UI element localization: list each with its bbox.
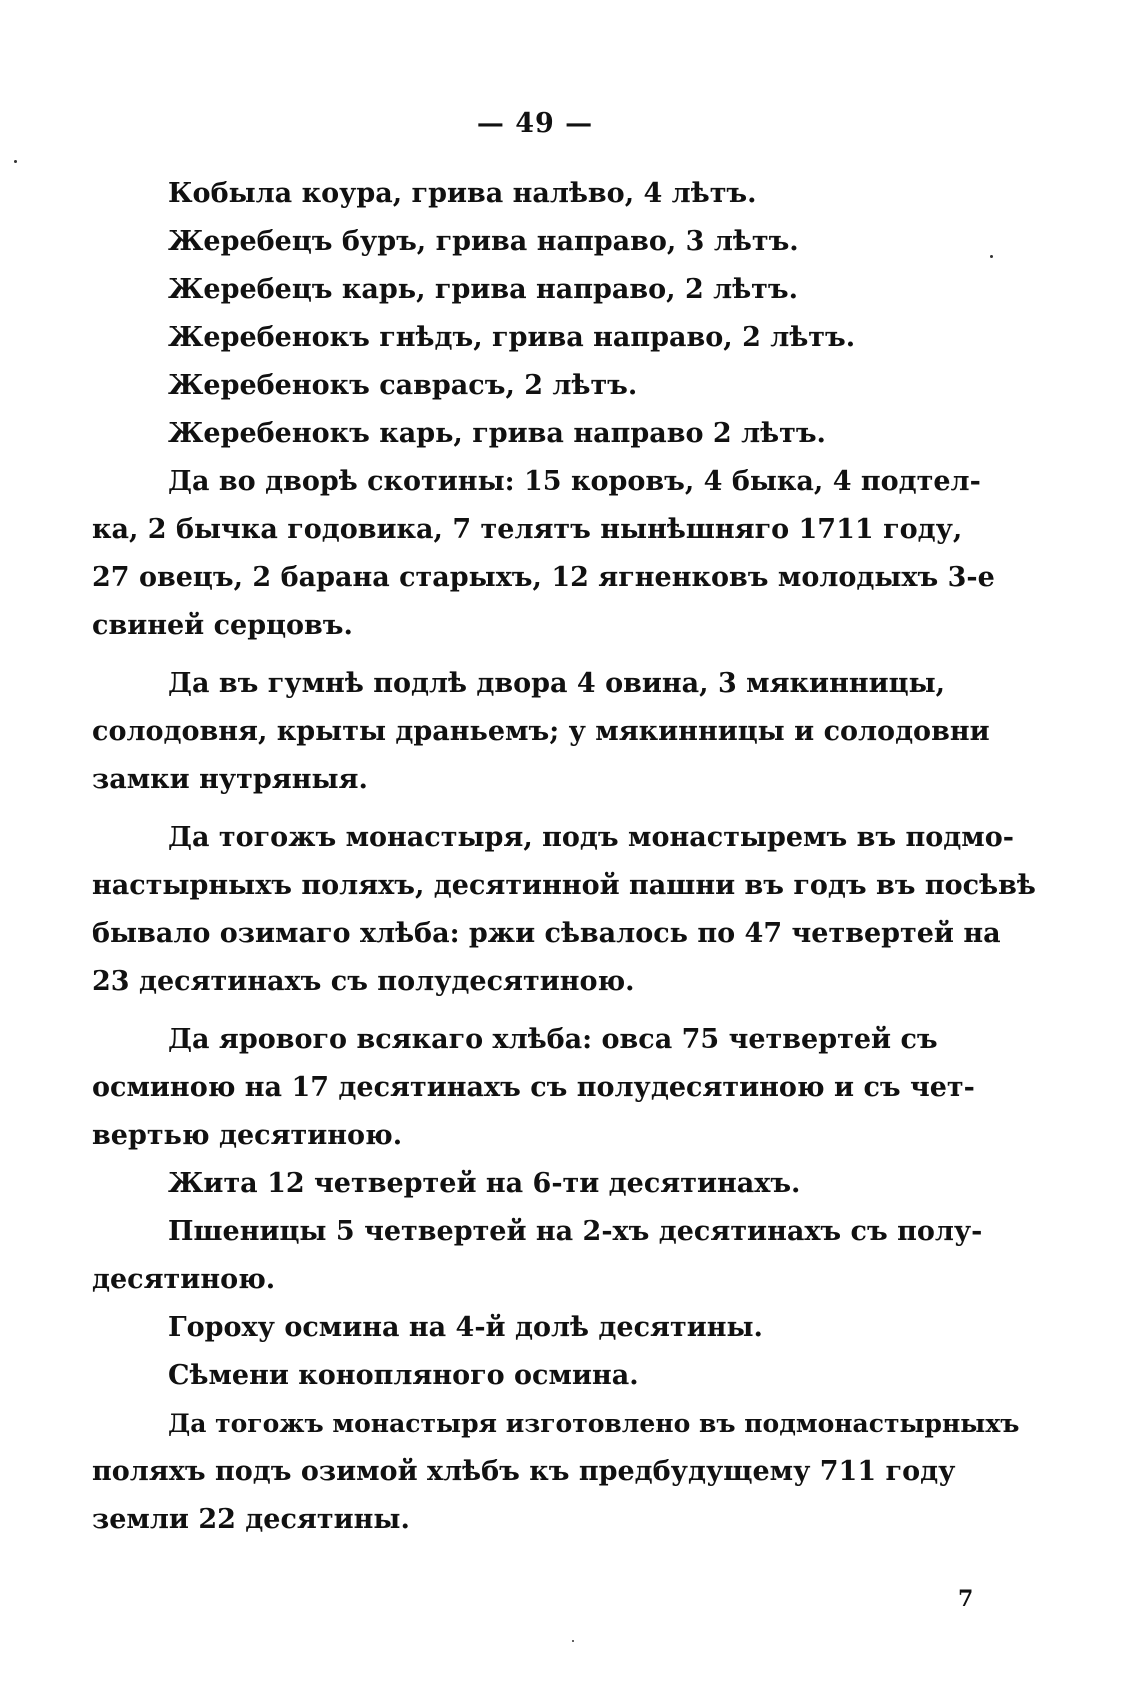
text-line: Гороху осмина на 4-й долѣ десятины. (168, 1312, 763, 1343)
text-line: Сѣмени конопляного осмина. (168, 1360, 639, 1391)
text-line: Жеребенокъ гнѣдъ, грива направо, 2 лѣтъ. (168, 322, 856, 353)
text-line: Да тогожъ монастыря изготовлено въ подмонастырныхъ (168, 1409, 1020, 1438)
text-line: 23 десятинахъ съ полудесятиною. (92, 966, 635, 997)
text-line: солодовня, крыты драньемъ; у мякинницы и солодовни (92, 716, 990, 747)
text-line: Жеребенокъ саврасъ, 2 лѣтъ. (168, 370, 638, 401)
text-line: Да въ гумнѣ подлѣ двора 4 овина, 3 мякинницы, (168, 668, 946, 699)
body-text (92, 170, 1036, 1544)
text-line: десятиною. (92, 1264, 276, 1295)
text-line: настырныхъ поляхъ, десятинной пашни въ годъ въ посѣвѣ (92, 870, 1036, 901)
text-line: свиней серцовъ. (92, 610, 353, 641)
text-line: Пшеницы 5 четвертей на 2-хъ десятинахъ съ полу- (168, 1216, 983, 1247)
scan-speck (14, 160, 17, 163)
text-line: бывало озимаго хлѣба: ржи сѣвалось по 47 четвертей на (92, 918, 1001, 949)
text-line: Да ярового всякаго хлѣба: овса 75 четвертей съ (168, 1024, 938, 1055)
scan-speck (572, 1640, 574, 1642)
text-line: 27 овецъ, 2 барана старыхъ, 12 ягненковъ молодыхъ 3-е (92, 562, 995, 593)
page-number: — 49 — (476, 108, 594, 139)
text-line: замки нутряныя. (92, 764, 368, 795)
text-line: Жеребецъ буръ, грива направо, 3 лѣтъ. (168, 226, 799, 257)
text-line: ка, 2 бычка годовика, 7 телятъ нынѣшняго 1711 году, (92, 514, 963, 545)
text-line: осминою на 17 десятинахъ съ полудесятиною и съ чет- (92, 1072, 975, 1103)
text-line: Да тогожъ монастыря, подъ монастыремъ въ подмо- (168, 822, 1014, 853)
text-line: земли 22 десятины. (92, 1504, 410, 1535)
scan-speck (990, 255, 993, 258)
text-line: поляхъ подъ озимой хлѣбъ къ предбудущему 711 году (92, 1456, 956, 1487)
text-line: Кобыла коура, грива налѣво, 4 лѣтъ. (168, 178, 757, 209)
text-line: Жита 12 четвертей на 6-ти десятинахъ. (168, 1168, 801, 1199)
signature-mark: 7 (958, 1586, 974, 1612)
text-line: вертью десятиною. (92, 1120, 403, 1151)
text-line: Жеребенокъ карь, грива направо 2 лѣтъ. (168, 418, 826, 449)
text-line: Жеребецъ карь, грива направо, 2 лѣтъ. (168, 274, 799, 305)
text-line: Да во дворѣ скотины: 15 коровъ, 4 быка, 4 подтел- (168, 466, 981, 497)
